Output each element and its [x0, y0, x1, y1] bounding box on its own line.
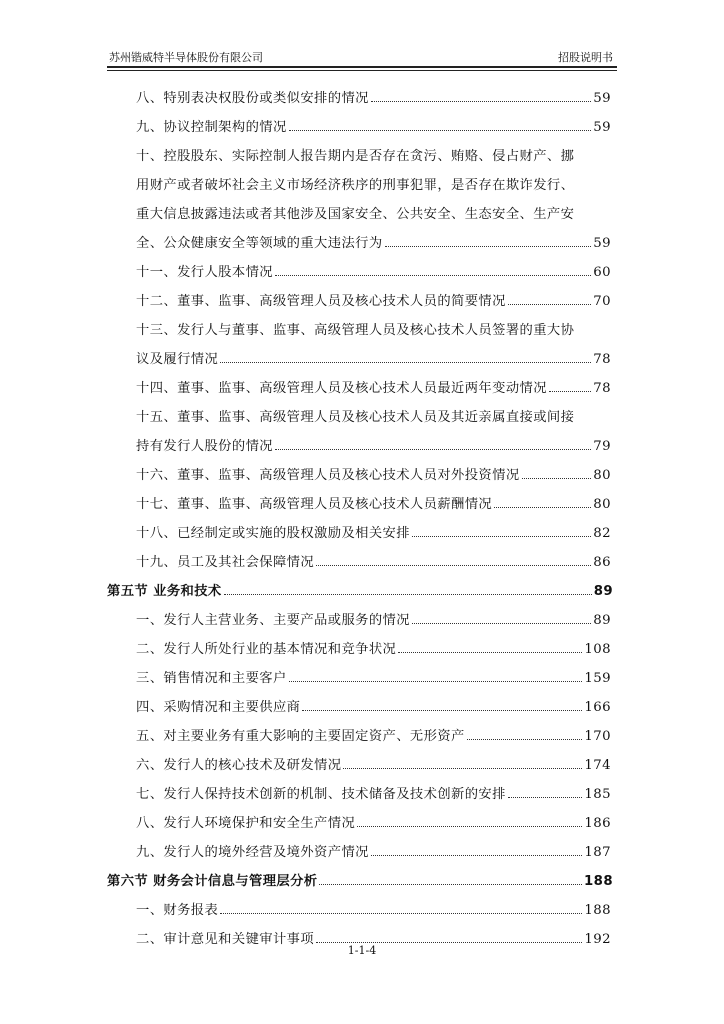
toc-entry-text: 一、财务报表	[136, 903, 219, 918]
toc-entry-text: 十二、董事、监事、高级管理人员及核心技术人员的简要情况	[136, 294, 506, 309]
toc-entry[interactable]	[107, 374, 617, 403]
toc-page-number: 59	[593, 91, 611, 106]
toc-page-number: 192	[584, 932, 611, 947]
toc-entry[interactable]	[107, 896, 617, 925]
toc-entry[interactable]	[107, 693, 617, 722]
toc-line	[107, 374, 617, 403]
toc-entry[interactable]	[107, 258, 617, 287]
dot-leader	[371, 854, 583, 856]
dot-leader	[289, 680, 583, 682]
toc-entry-text: 十九、员工及其社会保障情况	[136, 555, 315, 570]
toc-entry[interactable]	[107, 838, 617, 867]
toc-entry-text: 七、发行人保持技术创新的机制、技术储备及技术创新的安排	[136, 787, 506, 802]
dot-leader	[316, 941, 582, 943]
toc-page-number: 82	[593, 526, 611, 541]
toc-entry[interactable]	[107, 809, 617, 838]
toc-line	[107, 780, 617, 809]
toc-entry[interactable]	[107, 664, 617, 693]
toc-entry-text: 十四、董事、监事、高级管理人员及核心技术人员最近两年变动情况	[136, 381, 547, 396]
toc-section-heading[interactable]	[107, 867, 617, 896]
dot-leader	[302, 709, 582, 711]
toc-page-number: 89	[593, 584, 613, 599]
toc-page-number: 174	[584, 758, 611, 773]
toc-entry[interactable]	[107, 519, 617, 548]
dot-leader	[275, 448, 591, 450]
toc-entry[interactable]	[107, 490, 617, 519]
toc-entry-text: 五、对主要业务有重大影响的主要固定资产、无形资产	[136, 729, 465, 744]
dot-leader	[220, 912, 582, 914]
toc-page-number: 185	[584, 787, 611, 802]
toc-entry-text: 第五节 业务和技术	[107, 584, 222, 599]
toc-entry-text: 八、特别表决权股份或类似安排的情况	[136, 91, 369, 106]
dot-leader	[385, 245, 592, 247]
toc-line	[107, 809, 617, 838]
toc-entry[interactable]	[107, 84, 617, 113]
toc-entry[interactable]	[107, 635, 617, 664]
toc-line	[107, 896, 617, 925]
toc-entry-text: 第六节 财务会计信息与管理层分析	[107, 874, 318, 889]
toc-entry-text: 重大信息披露违法或者其他涉及国家安全、公共安全、生态安全、生产安	[136, 207, 575, 222]
toc-line	[107, 664, 617, 693]
toc-page-number: 59	[593, 236, 611, 251]
toc-line	[107, 229, 617, 258]
toc-line	[107, 751, 617, 780]
toc-entry-text: 三、销售情况和主要客户	[136, 671, 287, 686]
toc-page-number: 78	[593, 381, 611, 396]
toc-entry[interactable]	[107, 113, 617, 142]
toc-line	[107, 316, 617, 345]
toc-page-number: 187	[584, 845, 611, 860]
dot-leader	[508, 303, 591, 305]
toc-page-number: 60	[593, 265, 611, 280]
toc-page-number: 86	[593, 555, 611, 570]
toc-line	[107, 635, 617, 664]
dot-leader	[494, 506, 591, 508]
toc-page-number: 188	[584, 874, 613, 889]
toc-entry-text: 二、发行人所处行业的基本情况和竞争状况	[136, 642, 397, 657]
toc-entry-text: 一、发行人主营业务、主要产品或服务的情况	[136, 613, 410, 628]
toc-line	[107, 84, 617, 113]
toc-page-number: 170	[584, 729, 611, 744]
toc-entry-text: 十一、发行人股本情况	[136, 265, 273, 280]
dot-leader	[371, 100, 591, 102]
toc-entry-text: 十七、董事、监事、高级管理人员及核心技术人员薪酬情况	[136, 497, 493, 512]
toc-line	[107, 345, 617, 374]
toc-line	[107, 606, 617, 635]
toc-entry-text: 二、审计意见和关键审计事项	[136, 932, 315, 947]
dot-leader	[224, 593, 592, 595]
toc-entry-text: 九、发行人的境外经营及境外资产情况	[136, 845, 369, 860]
table-of-contents	[107, 84, 617, 954]
toc-entry-text: 十三、发行人与董事、监事、高级管理人员及核心技术人员签署的重大协	[136, 323, 575, 338]
toc-entry[interactable]	[107, 722, 617, 751]
toc-entry[interactable]	[107, 548, 617, 577]
toc-page-number: 80	[593, 497, 611, 512]
toc-entry[interactable]	[107, 316, 617, 374]
toc-line	[107, 113, 617, 142]
toc-line	[107, 258, 617, 287]
toc-page-number: 79	[593, 439, 611, 454]
toc-entry-text: 十五、董事、监事、高级管理人员及核心技术人员及其近亲属直接或间接	[136, 410, 575, 425]
dot-leader	[319, 883, 582, 885]
toc-line	[107, 142, 617, 171]
toc-entry-text: 八、发行人环境保护和安全生产情况	[136, 816, 356, 831]
toc-page-number: 159	[584, 671, 611, 686]
page-number: 1-1-4	[347, 944, 377, 957]
toc-line	[107, 693, 617, 722]
toc-line	[107, 171, 617, 200]
toc-page-number: 186	[584, 816, 611, 831]
dot-leader	[508, 796, 583, 798]
toc-entry-text: 全、公众健康安全等领域的重大违法行为	[136, 236, 383, 251]
dot-leader	[412, 535, 591, 537]
toc-entry[interactable]	[107, 751, 617, 780]
toc-entry[interactable]	[107, 461, 617, 490]
dot-leader	[412, 622, 591, 624]
company-name: 苏州锴威特半导体股份有限公司	[109, 51, 263, 64]
toc-line	[107, 490, 617, 519]
toc-entry[interactable]	[107, 403, 617, 461]
toc-page-number: 108	[584, 642, 611, 657]
toc-page-number: 188	[584, 903, 611, 918]
toc-entry-text: 用财产或者破坏社会主义市场经济秩序的刑事犯罪，是否存在欺诈发行、	[136, 178, 575, 193]
page-header	[107, 46, 617, 68]
document-title: 招股说明书	[558, 51, 613, 64]
toc-page-number: 166	[584, 700, 611, 715]
toc-entry[interactable]	[107, 142, 617, 258]
toc-entry-text: 十六、董事、监事、高级管理人员及核心技术人员对外投资情况	[136, 468, 520, 483]
toc-line	[107, 200, 617, 229]
toc-entry[interactable]	[107, 606, 617, 635]
toc-entry-text: 持有发行人股份的情况	[136, 439, 273, 454]
toc-page-number: 70	[593, 294, 611, 309]
dot-leader	[467, 738, 583, 740]
dot-leader	[343, 767, 582, 769]
dot-leader	[522, 477, 592, 479]
toc-line	[107, 867, 617, 896]
toc-line	[107, 461, 617, 490]
toc-line	[107, 722, 617, 751]
toc-line	[107, 287, 617, 316]
toc-page-number: 80	[593, 468, 611, 483]
toc-entry-text: 议及履行情况	[136, 352, 219, 367]
toc-entry-text: 十八、已经制定或实施的股权激励及相关安排	[136, 526, 410, 541]
toc-entry-text: 六、发行人的核心技术及研发情况	[136, 758, 342, 773]
toc-line	[107, 432, 617, 461]
toc-line	[107, 838, 617, 867]
toc-line	[107, 548, 617, 577]
toc-page-number: 89	[593, 613, 611, 628]
dot-leader	[275, 274, 591, 276]
toc-entry-text: 四、采购情况和主要供应商	[136, 700, 301, 715]
toc-line	[107, 403, 617, 432]
toc-section-heading[interactable]	[107, 577, 617, 606]
toc-entry-text: 九、协议控制架构的情况	[136, 120, 287, 135]
toc-line	[107, 577, 617, 606]
dot-leader	[316, 564, 591, 566]
dot-leader	[398, 651, 582, 653]
toc-entry[interactable]	[107, 287, 617, 316]
dot-leader	[220, 361, 591, 363]
dot-leader	[357, 825, 582, 827]
toc-page-number: 78	[593, 352, 611, 367]
toc-line	[107, 519, 617, 548]
toc-entry[interactable]	[107, 780, 617, 809]
toc-page-number: 59	[593, 120, 611, 135]
toc-entry-text: 十、控股股东、实际控制人报告期内是否存在贪污、贿赂、侵占财产、挪	[136, 149, 575, 164]
dot-leader	[289, 129, 592, 131]
dot-leader	[549, 390, 591, 392]
